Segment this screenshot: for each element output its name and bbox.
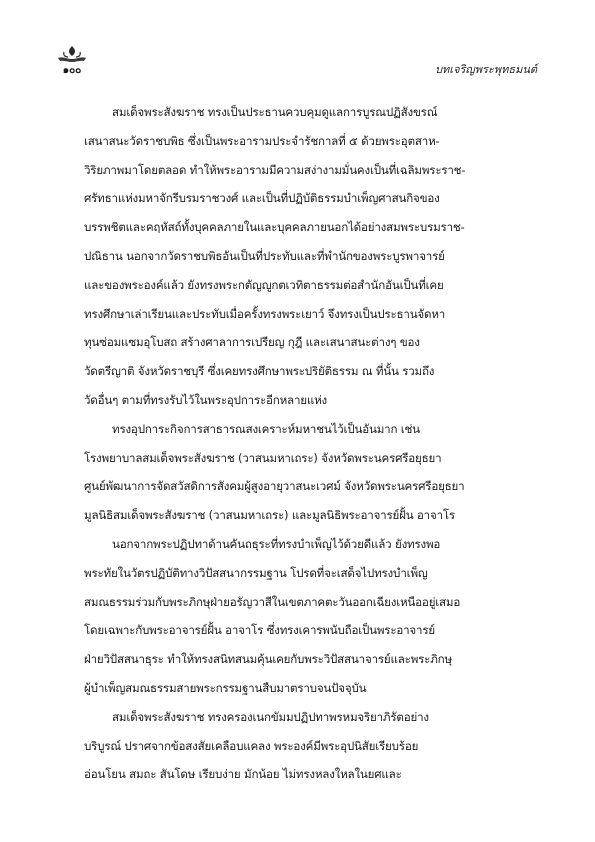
paragraph-line: โรงพยาบาลสมเด็จพระสังฆราช (วาสนมหาเถระ) จังหวัดพระนครศรีอยุธยา: [84, 450, 442, 465]
anniversary-emblem-icon: [55, 44, 89, 78]
paragraph-line: ผู้บำเพ็ญสมณธรรมสายพระกรรมฐานสืบมาตราบจนปัจจุบัน: [84, 680, 367, 695]
body-text: [84, 98, 546, 789]
paragraph-first-line: นอกจากพระปฏิปทาด้านคันถธุระที่ทรงบำเพ็ญไว้ด้วยดีแล้ว ยังทรงพอ: [112, 536, 441, 551]
paragraph-line: ศูนย์พัฒนาการจัดสวัสดิการสังคมผู้สูงอายุวาสนะเวศม์ จังหวัดพระนครศรีอยุธยา: [84, 479, 465, 494]
running-header-title: บทเจริญพระพุทธมนต์: [435, 63, 537, 76]
paragraph-line: บรรพชิตและคฤหัสถ์ทั้งบุคคลภายในและบุคคลภายนอกได้อย่างสมพระบรมราช-: [84, 220, 465, 235]
paragraph-line: ทรงศึกษาเล่าเรียนและประทับเมื่อครั้งทรงพระเยาว์ จึงทรงเป็นประธานจัดหา: [84, 306, 446, 321]
paragraph-line: และของพระองค์แล้ว ยังทรงพระกตัญญูกตเวทิตาธรรมต่อสำนักอันเป็นที่เคย: [84, 277, 444, 292]
emblem-number: ๑๐๐: [62, 65, 82, 76]
paragraph-line: วัดตรีญาติ จังหวัดราชบุรี ซึ่งเคยทรงศึกษาพระปริยัติธรรม ณ ที่นั้น รวมถึง: [84, 364, 435, 379]
emblem-graphic: [55, 44, 89, 78]
paragraph-line: โดยเฉพาะกับพระอาจารย์ฝั้น อาจาโร ซึ่งทรงเคารพนับถือเป็นพระอาจารย์: [84, 623, 435, 638]
paragraph-line: มูลนิธิสมเด็จพระสังฆราช (วาสนมหาเถระ) และมูลนิธิพระอาจารย์ฝั้น อาจาโร: [84, 508, 455, 523]
paragraph-first-line: ทรงอุปการะกิจการสาธารณสงเคราะห์มหาชนไว้เป็นอันมาก เช่น: [112, 421, 420, 436]
paragraph-line: วัดอื่นๆ ตามที่ทรงรับไว้ในพระอุปการะอีกหลายแห่ง: [84, 392, 328, 407]
paragraph-line: ศรัทธาแห่งมหาจักรีบรมราชวงศ์ และเป็นที่ปฏิบัติธรรมบำเพ็ญศาสนกิจของ: [84, 191, 440, 206]
paragraph-line: ฝ่ายวิปัสสนาธุระ ทำให้ทรงสนิทสนมคุ้นเคยกับพระวิปัสสนาจารย์และพระภิกษุ: [84, 652, 452, 667]
paragraph-first-line: สมเด็จพระสังฆราช ทรงเป็นประธานควบคุมดูแลการบูรณปฏิสังขรณ์: [112, 105, 438, 119]
paragraph-line: พระทัยในวัตรปฏิบัติทางวิปัสสนากรรมฐาน โปรดที่จะเสด็จไปทรงบำเพ็ญ: [84, 565, 428, 580]
paragraph-line: อ่อนโยน สมถะ สันโดษ เรียบง่าย มักน้อย ไม่ทรงหลงใหลในยศและ: [84, 767, 402, 782]
paragraph-line: เสนาสนะวัดราชบพิธ ซึ่งเป็นพระอารามประจำรัชกาลที่ ๕ ด้วยพระอุตสาห-: [84, 133, 440, 148]
paragraph-line: ปณิธาน นอกจากวัดราชบพิธอันเป็นที่ประทับและที่พำนักของพระบูรพาจารย์: [84, 248, 445, 263]
paragraph-line: ทุนซ่อมแซมอุโบสถ สร้างศาลาการเปรียญ กุฎี และเสนาสนะต่างๆ ของ: [84, 335, 420, 350]
paragraph-line: วิริยภาพมาโดยตลอด ทำให้พระอารามมีความสง่างามมั่นคงเป็นที่เฉลิมพระราช-: [84, 162, 466, 177]
paragraph-line: บริบูรณ์ ปราศจากข้อสงสัยเคลือบแคลง พระองค์มีพระอุปนิสัยเรียบร้อย: [84, 738, 419, 753]
paragraph-line: สมณธรรมร่วมกับพระภิกษุฝ่ายอรัญวาสีในเขตภาคตะวันออกเฉียงเหนืออยู่เสมอ: [84, 594, 461, 609]
paragraph-first-line: สมเด็จพระสังฆราช ทรงครองเนกขัมมปฏิปทาพรหมจริยาภิรัตอย่าง: [112, 709, 429, 724]
